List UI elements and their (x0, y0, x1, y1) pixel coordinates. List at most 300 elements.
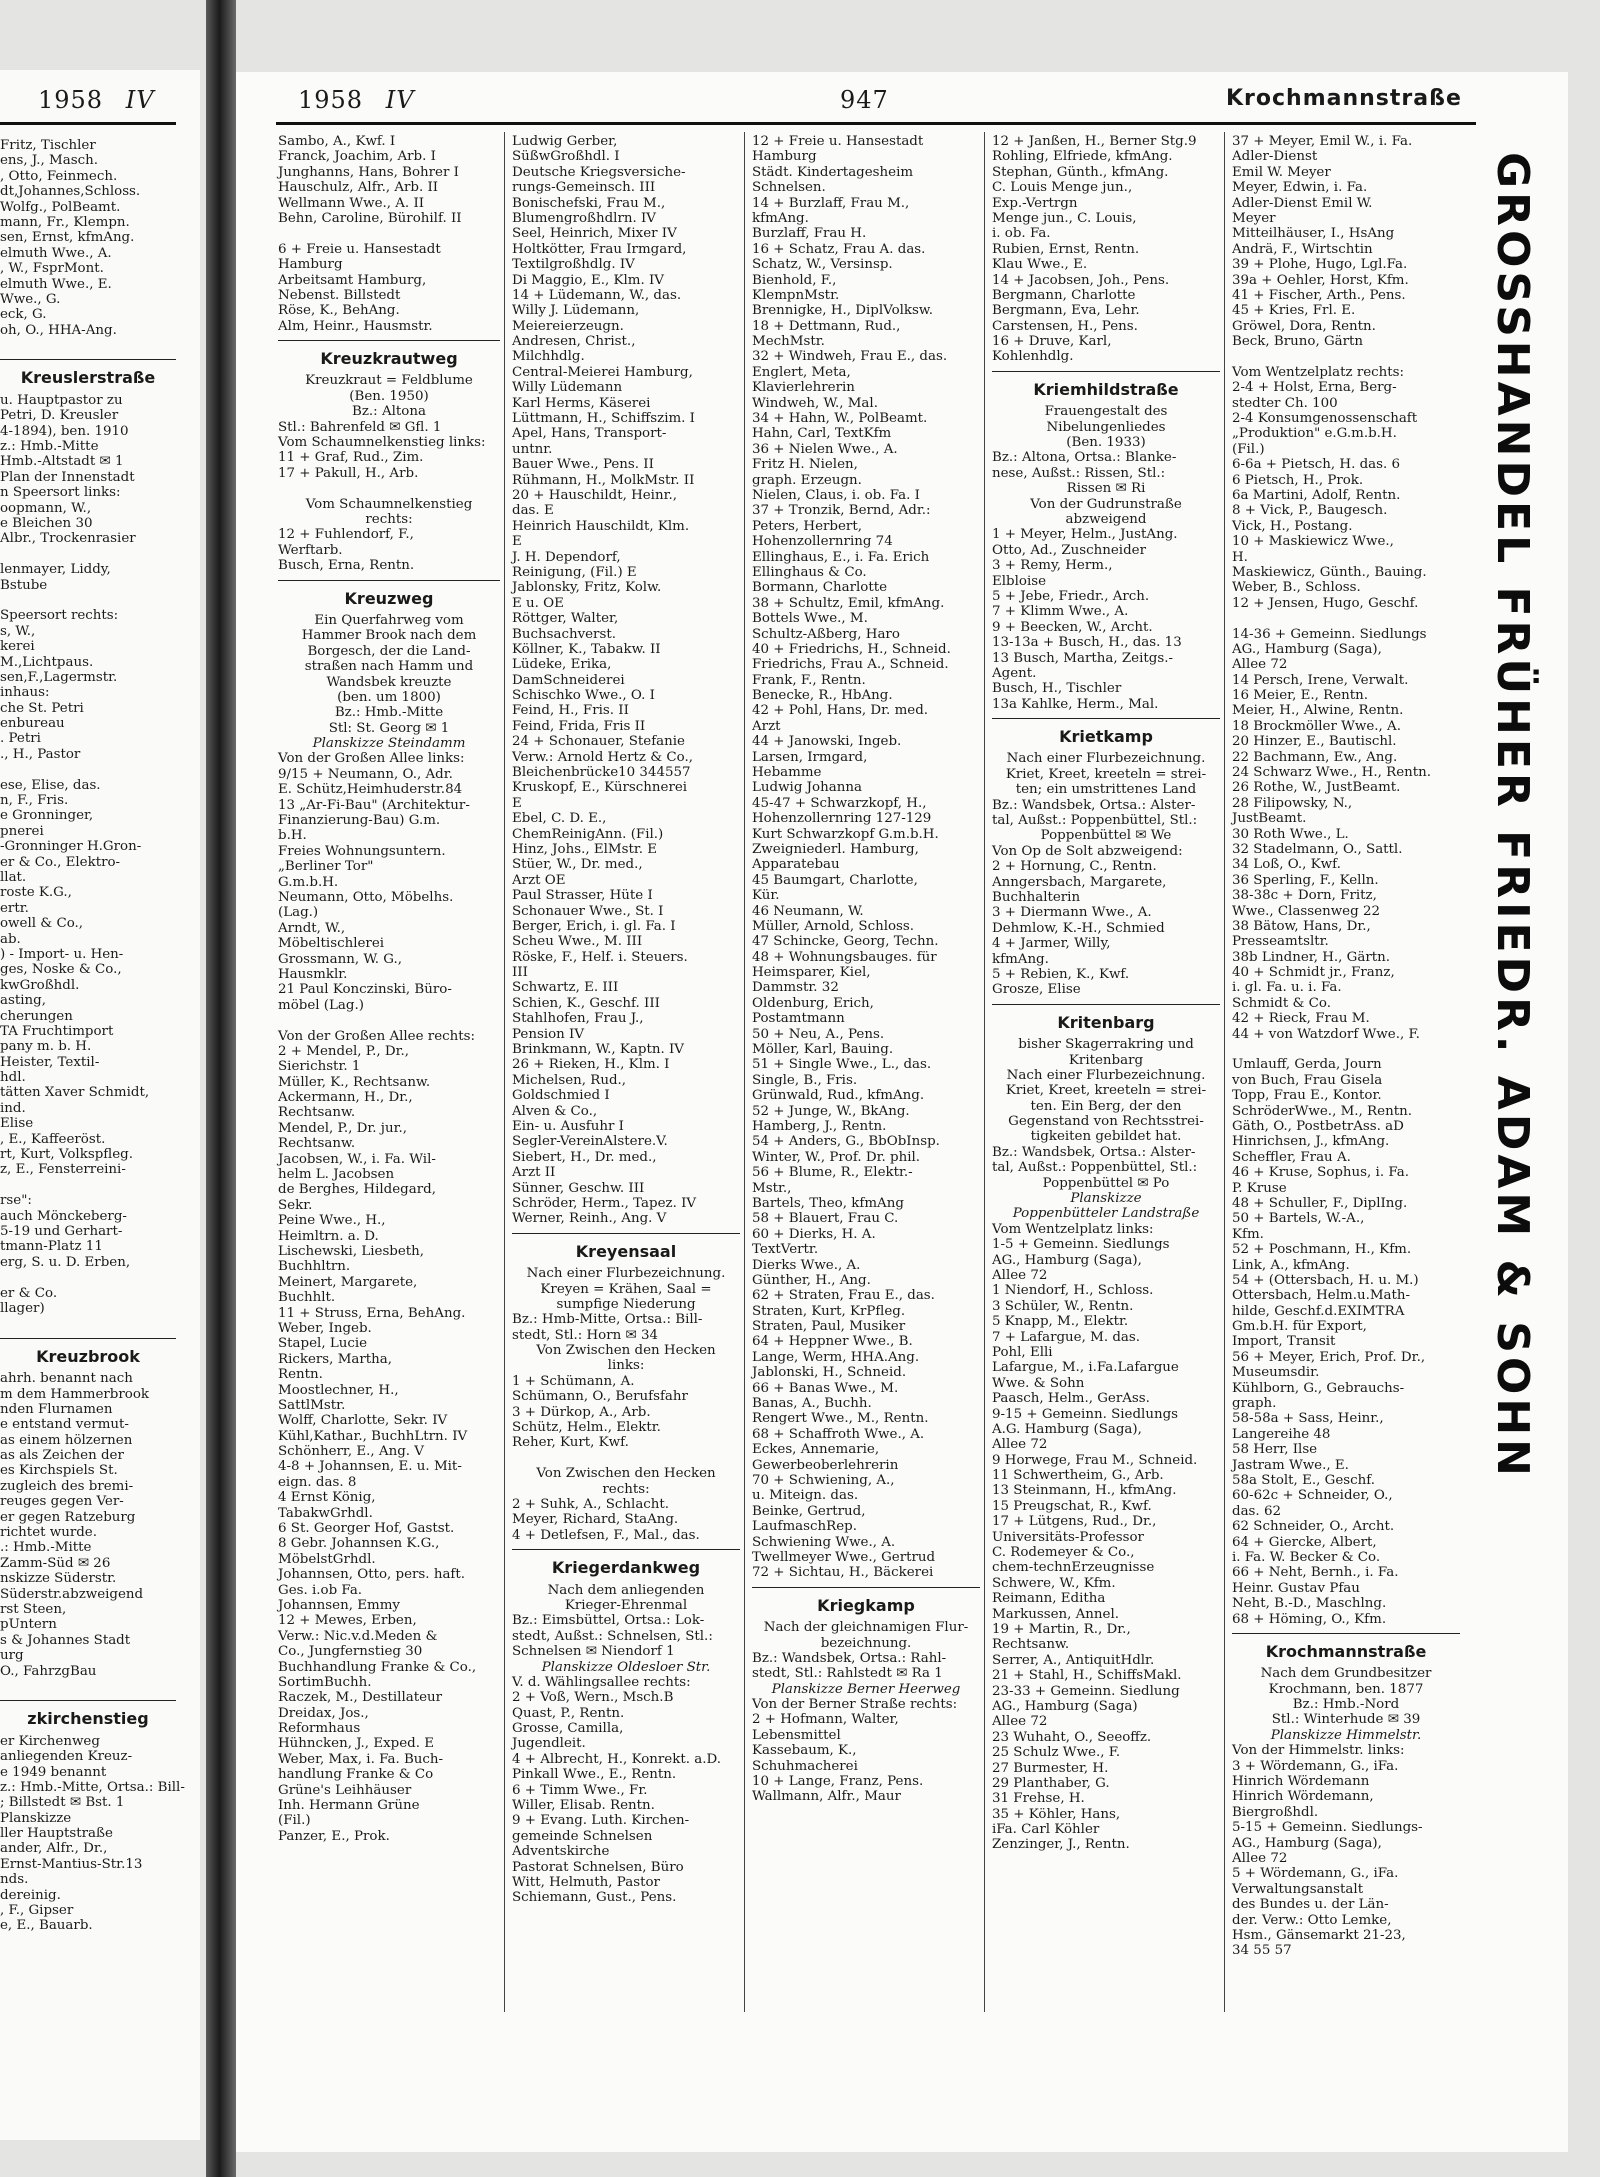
directory-entry: Exp.-Vertrgn (992, 195, 1078, 211)
directory-entry: Michelsen, Rud., (512, 1072, 627, 1088)
street-note: Kreyen = Krähen, Saal = (540, 1281, 712, 1297)
directory-entry: Di Maggio, E., Klm. IV (512, 272, 664, 288)
street-note: sumpfige Niederung (556, 1296, 696, 1312)
directory-entry: KlempnMstr. (752, 287, 840, 303)
directory-entry: stedt, Stl.: Rahlstedt ✉ Ra 1 (752, 1666, 943, 1682)
directory-entry: ) - Import- u. Hen- (0, 946, 124, 962)
directory-entry: Ellinghaus & Co. (752, 564, 867, 580)
directory-entry: 26 Rothe, W., JustBeamt. (1232, 780, 1401, 796)
directory-entry: e entstand vermut- (0, 1417, 129, 1433)
directory-entry: Adler-Dienst Emil W. (1232, 195, 1373, 211)
directory-entry: enbureau (0, 716, 65, 732)
directory-entry: 9 + Beecken, W., Archt. (992, 619, 1153, 635)
directory-entry: Kfm. (1232, 1226, 1264, 1242)
street-note: Kriet, Kreet, kreeteln = strei- (1005, 1083, 1207, 1099)
directory-entry: Günther, H., Ang. (752, 1272, 871, 1288)
directory-entry: Hinz, Johs., ElMstr. E (512, 841, 658, 857)
directory-entry: SchröderWwe., M., Rentn. (1232, 1103, 1412, 1119)
directory-entry: Plan der Innenstadt (0, 469, 135, 485)
directory-entry: Jacobsen, W., i. Fa. Wil- (278, 1151, 436, 1167)
directory-entry: tal, Außst.: Poppenbüttel, Stl.: (992, 1160, 1198, 1176)
directory-entry: oh, O., HHA-Ang. (0, 322, 117, 338)
directory-entry: AG., Hamburg (Saga), (1232, 1835, 1382, 1851)
directory-entry: Verw.: Arnold Hertz & Co., (512, 749, 693, 765)
directory-entry: m dem Hammerbrook (0, 1386, 149, 1402)
directory-entry: Umlauff, Gerda, Journ (1232, 1057, 1382, 1073)
directory-entry: MechMstr. (752, 334, 825, 350)
directory-entry: Ebel, C. D. E., (512, 811, 607, 827)
directory-entry: 48 + Wohnungsbauges. für (752, 949, 937, 965)
directory-entry: Bottels Wwe., M. (752, 611, 868, 627)
directory-entry: 54 + (Ottersbach, H. u. M.) (1232, 1272, 1419, 1288)
directory-entry: Von der Berner Straße rechts: (752, 1697, 958, 1713)
directory-entry: Apparatebau (752, 857, 840, 873)
directory-entry: Bauer Wwe., Pens. II (512, 457, 654, 473)
directory-entry: as als Zeichen der (0, 1448, 124, 1464)
directory-entry: Bz.: Altona, Ortsa.: Blanke- (992, 450, 1177, 466)
directory-entry (0, 1679, 176, 1694)
directory-entry: Weber, B., Schloss. (1232, 580, 1361, 596)
directory-entry: 16 + Schatz, Frau A. das. (752, 241, 926, 257)
directory-entry: 17 + Lütgens, Rud., Dr., (992, 1514, 1157, 1530)
directory-entry: 45-47 + Schwarzkopf, H., (752, 795, 927, 811)
directory-entry: tal, Außst.: Poppenbüttel, Stl.: (992, 813, 1198, 829)
directory-entry: 2-4 + Holst, Erna, Berg- (1232, 380, 1397, 396)
directory-entry: Siebert, H., Dr. med., (512, 1149, 657, 1165)
directory-entry: 51 + Single Wwe., L., das. (752, 1057, 932, 1073)
directory-entry: 20 Hinzer, E., Bautischl. (1232, 734, 1397, 750)
directory-entry: stedt, Außst.: Schnelsen, Stl.: (512, 1628, 713, 1644)
directory-entry: anliegenden Kreuz- (0, 1749, 133, 1765)
directory-entry: Universitäts-Professor (992, 1529, 1144, 1545)
directory-entry: Hohenzollernring 74 (752, 534, 893, 550)
directory-entry: Planskizze (0, 1810, 72, 1826)
directory-entry: ind. (0, 1100, 26, 1116)
directory-entry: Winter, W., Prof. Dr. phil. (752, 1149, 921, 1165)
directory-entry: 50 + Neu, A., Pens. (752, 1026, 885, 1042)
directory-entry: Grosze, Elise (992, 982, 1081, 998)
directory-entry: 6 St. Georger Hof, Gastst. (278, 1521, 455, 1537)
directory-entry: 29 Planthaber, G. (992, 1775, 1110, 1791)
directory-entry: Möller, Karl, Bauing. (752, 1042, 894, 1058)
street-note: bezeichnung. (820, 1635, 912, 1651)
directory-entry: Zweigniederl. Hamburg, (752, 841, 919, 857)
directory-entry: Feind, H., Fris. II (512, 703, 629, 719)
directory-entry: Rengert Wwe., M., Rentn. (752, 1411, 929, 1427)
directory-entry: 68 + Höming, O., Kfm. (1232, 1611, 1387, 1627)
directory-entry: TextVertr. (752, 1242, 819, 1258)
directory-entry: Rühmann, H., MolkMstr. II (512, 472, 695, 488)
directory-entry: Franck, Joachim, Arb. I (278, 149, 436, 165)
directory-entry: 4 + Detlefsen, F., Mal., das. (512, 1527, 700, 1543)
directory-entry: Rohling, Elfriede, kfmAng. (992, 149, 1173, 165)
directory-entry: C. Louis Menge jun., (992, 180, 1133, 196)
left-page-header (38, 86, 155, 114)
directory-entry: -Gronninger H.Gron- (0, 839, 142, 855)
directory-entry: nds. (0, 1872, 29, 1888)
directory-entry: Lebensmittel (752, 1727, 841, 1743)
directory-entry: Gm.b.H. für Export, (1232, 1319, 1367, 1335)
directory-entry: Alm, Heinr., Hausmstr. (278, 318, 433, 334)
directory-entry: Museumsdir. (1232, 1365, 1320, 1381)
street-note: (Ben. 1950) (349, 388, 429, 404)
directory-entry: Willy Lüdemann (512, 380, 623, 396)
street-note: Bz.: Altona (352, 404, 426, 420)
directory-entry: , Otto, Feinmech. (0, 168, 118, 184)
directory-entry: Bienhold, F., (752, 272, 837, 288)
street-note: Nach einer Flurbezeichnung. (1006, 751, 1206, 767)
directory-entry: Grossmann, W. G., (278, 951, 403, 967)
directory-entry: Karl Herms, Käserei (512, 395, 651, 411)
street-note: rechts: (602, 1481, 650, 1497)
directory-entry: AG., Hamburg (Saga), (1232, 641, 1382, 657)
directory-entry: 14 Persch, Irene, Verwalt. (1232, 672, 1409, 688)
directory-entry: 12 + Janßen, H., Berner Stg.9 (992, 134, 1197, 149)
directory-entry: er & Co., Elektro- (0, 854, 121, 870)
street-note: bisher Skagerrakring und (1018, 1037, 1194, 1053)
directory-entry: Allee 72 (992, 1714, 1048, 1730)
street-note: (ben. um 1800) (337, 689, 441, 705)
directory-entry: 46 Neumann, W. (752, 903, 864, 919)
directory-entry: 56 + Blume, R., Elektr.- (752, 1165, 913, 1181)
directory-entry: Hauschulz, Alfr., Arb. II (278, 180, 439, 196)
directory-entry: Schmidt & Co. (1232, 995, 1331, 1011)
directory-entry: Sambo, A., Kwf. I (278, 134, 396, 149)
directory-entry: Lüdeke, Erika, (512, 657, 612, 673)
directory-entry: Rickers, Martha, (278, 1351, 393, 1367)
directory-entry: 45 Baumgart, Charlotte, (752, 872, 918, 888)
directory-entry: Verwaltungsanstalt (1232, 1881, 1364, 1897)
directory-entry: 5 + Jebe, Friedr., Arch. (992, 588, 1150, 604)
right-page (236, 72, 1568, 2152)
directory-entry: 6a Martini, Adolf, Rentn. (1232, 487, 1401, 503)
directory-entry: Markussen, Annel. (992, 1606, 1120, 1622)
directory-entry: 47 Schincke, Georg, Techn. (752, 934, 939, 950)
directory-entry: 24 + Schonauer, Stefanie (512, 734, 685, 750)
directory-entry: 37 + Meyer, Emil W., i. Fa. (1232, 134, 1413, 149)
directory-entry: e, E., Bauarb. (0, 1918, 93, 1934)
directory-column-1 (278, 134, 500, 1844)
street-heading: Kritenbarg (992, 1004, 1220, 1037)
directory-entry: Vom Schaumnelkenstieg links: (278, 435, 486, 451)
directory-entry: Bz.: Wandsbek, Ortsa.: Alster- (992, 1144, 1196, 1160)
street-note: abzweigend (1065, 512, 1147, 527)
directory-entry: Twellmeyer Wwe., Gertrud (752, 1549, 936, 1565)
directory-entry: 1 Niendorf, H., Schloss. (992, 1283, 1154, 1299)
directory-entry: asting, (0, 993, 46, 1009)
directory-entry: Kurt Schwarzkopf G.m.b.H. (752, 826, 939, 842)
directory-entry: tmann-Platz 11 (0, 1239, 103, 1255)
directory-entry: ese, Elise, das. (0, 777, 101, 793)
directory-entry: Serrer, A., AntiquitHdlr. (992, 1652, 1155, 1668)
directory-entry: iFa. Carl Köhler (992, 1822, 1100, 1838)
directory-entry: Deutsche Kriegsversiche- (512, 164, 686, 180)
plan-reference: Poppenbütteler Landstraße (1012, 1206, 1200, 1222)
directory-entry: n Speersort links: (0, 485, 121, 501)
street-note: Kreuzkraut = Feldblume (305, 373, 473, 389)
directory-entry: Allee 72 (992, 1268, 1048, 1283)
directory-entry: Rentn. (278, 1367, 323, 1383)
directory-entry: che St. Petri (0, 700, 84, 716)
directory-entry: Peine Wwe., H., (278, 1213, 386, 1229)
directory-entry: Stapel, Lucie (278, 1336, 368, 1352)
street-note: Stl.: Winterhude ✉ 39 (1271, 1712, 1421, 1728)
directory-entry: Single, B., Fris. (752, 1072, 858, 1088)
directory-entry: Meiereierzeugn. (512, 318, 624, 334)
directory-entry: Gäth, O., PostbetrAss. aD (1232, 1119, 1404, 1134)
directory-entry: 25 Schulz Wwe., F. (992, 1745, 1121, 1761)
column-rule (504, 132, 505, 2012)
street-note: Wandsbek kreuzte (326, 674, 452, 690)
directory-entry: Schatz, W., Versinsp. (752, 257, 893, 273)
directory-entry: 38 + Schultz, Emil, kfmAng. (752, 595, 945, 611)
street-note: ten. Ein Berg, der den (1030, 1098, 1182, 1114)
directory-entry: Schiemann, Gust., Pens. (512, 1890, 677, 1906)
directory-entry: Eckes, Annemarie, (752, 1442, 880, 1458)
directory-entry: möbel (Lag.) (278, 997, 364, 1013)
directory-entry: Süderstr.abzweigend (0, 1586, 144, 1602)
directory-entry: AG., Hamburg (Saga), (992, 1252, 1142, 1268)
directory-entry: Johannsen, Otto, pers. haft. (278, 1567, 466, 1583)
directory-entry: Adventskirche (512, 1844, 610, 1860)
directory-entry: 7 + Lafargue, M. das. (992, 1329, 1141, 1345)
directory-entry: Banas, A., Buchh. (752, 1396, 872, 1412)
directory-entry: Carstensen, H., Pens. (992, 318, 1138, 334)
directory-entry: Hühncken, J., Exped. E (278, 1736, 435, 1752)
directory-entry: Scheu Wwe., M. III (512, 934, 643, 950)
directory-entry: rungs-Gemeinsch. III (512, 180, 656, 196)
directory-entry: Junghanns, Hans, Bohrer I (278, 164, 459, 180)
directory-entry: Reinigung, (Fil.) E (512, 564, 637, 580)
directory-entry: Schien, K., Geschf. III (512, 995, 660, 1011)
directory-entry: helm L. Jacobsen (278, 1167, 395, 1183)
directory-entry: von Buch, Frau Gisela (1232, 1072, 1383, 1088)
directory-entry: 70 + Schwiening, A., (752, 1472, 895, 1488)
directory-entry: 44 + von Watzdorf Wwe., F. (1232, 1026, 1420, 1042)
street-heading: Krietkamp (992, 718, 1220, 751)
directory-entry: 27 Burmester, H. (992, 1760, 1109, 1776)
plan-reference: Planskizze Himmelstr. (1270, 1727, 1422, 1743)
directory-entry: Anngersbach, Margarete, (992, 874, 1167, 890)
directory-entry: Ludwig Johanna (752, 780, 862, 796)
directory-entry: Beinke, Gertrud, (752, 1503, 866, 1519)
directory-entry: elmuth Wwe., A. (0, 245, 112, 261)
directory-entry: TabakwGrhdl. (278, 1505, 373, 1521)
directory-entry: 8 Gebr. Johannsen K.G., (278, 1536, 440, 1552)
directory-entry: z.: Hmb.-Mitte, Ortsa.: Bill- (0, 1779, 185, 1795)
directory-entry (0, 593, 176, 608)
directory-entry: Albr., Trockenrasier (0, 531, 136, 547)
directory-entry: Jablonsky, Fritz, Kolw. (512, 580, 662, 596)
directory-entry: pUntern (0, 1617, 57, 1633)
directory-entry: Verw.: Nic.v.d.Meden & (278, 1628, 438, 1644)
street-note: Nach der gleichnamigen Flur- (763, 1620, 969, 1636)
directory-entry: Schönherr, E., Ang. V (278, 1444, 424, 1460)
directory-entry: graph. (1232, 1396, 1277, 1412)
directory-entry: Ein- u. Ausfuhr I (512, 1119, 624, 1134)
directory-entry: Meinert, Margarete, (278, 1274, 418, 1290)
directory-entry: 21 + Stahl, H., SchiffsMakl. (992, 1668, 1182, 1684)
directory-entry: 5-15 + Gemeinn. Siedlungs- (1232, 1820, 1423, 1836)
directory-entry: Jugendleit. (512, 1736, 586, 1752)
directory-entry: 38 Bätow, Hans, Dr., (1232, 918, 1371, 934)
directory-entry (0, 338, 176, 353)
directory-entry: Bleichenbrücke10 344557 (512, 765, 691, 781)
street-note: Von Zwischen den Hecken (536, 1466, 716, 1482)
directory-entry: Hahn, Carl, TextKfm (752, 426, 892, 442)
directory-entry: 2 + Hornung, C., Rentn. (992, 859, 1157, 875)
directory-entry: untnr. (512, 441, 553, 457)
street-note: Nibelungenliedes (1046, 419, 1166, 435)
directory-entry: Ottersbach, Helm.u.Math- (1232, 1288, 1411, 1304)
street-note: Kritenbarg (1068, 1052, 1144, 1068)
directory-entry: mann, Fr., Klempn. (0, 214, 130, 230)
directory-entry: 6 + Freie u. Hansestadt (278, 241, 441, 257)
directory-entry: Köllner, K., Tabakw. II (512, 641, 661, 657)
directory-entry: Allee 72 (1232, 657, 1288, 673)
directory-entry: Buchhlt. (278, 1290, 336, 1306)
directory-entry: Hebamme (752, 765, 822, 781)
directory-entry: Apel, Hans, Transport- (512, 426, 667, 442)
directory-entry: 60-62c + Schneider, O., (1232, 1488, 1393, 1504)
left-header-rule (0, 122, 176, 125)
directory-entry: chem-technErzeugnisse (992, 1560, 1155, 1576)
directory-entry: 13-13a + Busch, H., das. 13 (992, 635, 1182, 651)
directory-entry: e 1949 benannt (0, 1764, 107, 1780)
directory-entry: Bz.: Wandsbek, Ortsa.: Alster- (992, 797, 1196, 813)
directory-entry: Sünner, Geschw. III (512, 1180, 645, 1196)
directory-entry: 12 + Freie u. Hansestadt (752, 134, 924, 149)
directory-entry: inhaus: (0, 685, 50, 701)
street-note: Ein Querfahrweg vom (314, 612, 464, 628)
right-volume: IV (385, 86, 415, 114)
directory-entry: Witt, Helmuth, Pastor (512, 1875, 660, 1890)
directory-entry: Ges. i.ob Fa. (278, 1582, 363, 1598)
plan-reference: Planskizze (1070, 1191, 1142, 1207)
directory-entry (0, 547, 176, 562)
directory-entry: 36 + Nielen Wwe., A. (752, 441, 898, 457)
directory-entry: E (512, 534, 522, 550)
directory-entry (1232, 1042, 1460, 1057)
directory-entry: 64 + Heppner Wwe., B. (752, 1334, 913, 1350)
directory-entry: Kühl,Kathar., BuchhLtrn. IV (278, 1428, 468, 1444)
directory-entry: 13 Steinmann, H., kfmAng. (992, 1483, 1177, 1499)
directory-entry: 5 Knapp, M., Elektr. (992, 1314, 1129, 1330)
directory-entry: Brennigke, H., DiplVolksw. (752, 303, 934, 319)
directory-entry: 45 + Kries, Frl. E. (1232, 303, 1356, 319)
street-note: Gegenstand von Rechtsstrei- (1008, 1114, 1204, 1130)
directory-entry: Röske, F., Helf. i. Steuers. (512, 949, 688, 965)
directory-entry: Meyer (1232, 210, 1276, 226)
directory-entry: urg (0, 1648, 24, 1664)
directory-entry: Kür. (752, 888, 780, 904)
directory-entry: Finanzierung-Bau) G.m. (278, 813, 441, 829)
directory-entry: Allee 72 (992, 1437, 1048, 1453)
directory-entry: 14 + Lüdemann, W., das. (512, 287, 682, 303)
directory-entry: Hamburg (752, 149, 817, 165)
directory-entry: rt, Kurt, Volkspfleg. (0, 1147, 133, 1163)
directory-entry: Ernst-Mantius-Str.13 (0, 1856, 143, 1872)
margin-stamp-text: GROSSHANDEL FRÜHER FRIEDR. ADAM & SOHN (1487, 152, 1538, 1480)
directory-entry: (Fil.) (278, 1813, 311, 1829)
directory-entry: Bonischefski, Frau M., (512, 195, 666, 211)
directory-entry: 62 Schneider, O., Archt. (1232, 1519, 1395, 1535)
directory-entry: Schwartz, E. III (512, 980, 619, 996)
directory-entry: pany m. b. H. (0, 1039, 92, 1055)
directory-entry: 41 + Fischer, Arth., Pens. (1232, 287, 1406, 303)
directory-entry: Agent. (992, 665, 1037, 681)
directory-entry: as einem hölzernen (0, 1432, 133, 1448)
directory-entry: Burzlaff, Frau H. (752, 226, 867, 242)
directory-entry: E. Schütz,Heimhuderstr.84 (278, 782, 463, 798)
street-note: Hammer Brook nach dem (301, 628, 477, 644)
directory-entry: 1-5 + Gemeinn. Siedlungs (992, 1237, 1170, 1253)
directory-entry: III (512, 965, 528, 981)
directory-entry (278, 226, 500, 241)
directory-entry: Kassebaum, K., (752, 1743, 857, 1759)
directory-entry: Rechtsanw. (992, 1637, 1070, 1653)
directory-entry: kerei (0, 639, 35, 655)
directory-entry: Wallmann, Alfr., Maur (752, 1789, 901, 1805)
directory-entry: nden Flurnamen (0, 1401, 113, 1417)
street-heading: Kriemhildstraße (992, 371, 1220, 404)
right-year: 1958 (298, 86, 364, 114)
street-note: ten; ein umstrittenes Land (1015, 782, 1197, 798)
directory-entry: Vom Wentzelplatz rechts: (1232, 364, 1405, 380)
directory-entry: ens, J., Masch. (0, 153, 98, 169)
directory-entry: 14 + Burzlaff, Frau M., (752, 195, 910, 211)
directory-entry: llat. (0, 869, 27, 885)
directory-entry: Langereihe 48 (1232, 1426, 1331, 1442)
directory-entry: 54 + Anders, G., BbObInsp. (752, 1134, 940, 1150)
directory-entry: e Bleichen 30 (0, 516, 93, 531)
directory-entry: Meyer, Edwin, i. Fa. (1232, 180, 1368, 196)
directory-entry: Neht, B.-D., Maschlng. (1232, 1596, 1387, 1612)
directory-entry: 23 Wuhaht, O., Seeoffz. (992, 1729, 1152, 1745)
directory-entry: Heimsparer, Kiel, (752, 965, 871, 981)
directory-column-4 (992, 134, 1220, 1853)
directory-entry: er Kirchenweg (0, 1733, 100, 1749)
directory-entry: Hinrich Wördemann, (1232, 1789, 1374, 1805)
directory-entry: Elise (0, 1116, 34, 1132)
directory-entry (1232, 349, 1460, 364)
directory-entry: Schnelsen ✉ Niendorf 1 (512, 1644, 675, 1660)
directory-entry: stedter Ch. 100 (1232, 395, 1338, 411)
directory-entry: Arzt II (512, 1165, 556, 1181)
street-heading: Kreuzbrook (0, 1338, 176, 1371)
street-note: Kriet, Kreet, kreeteln = strei- (1005, 766, 1207, 782)
directory-entry: Weber, Max, i. Fa. Buch- (278, 1751, 444, 1767)
directory-entry: P. Kruse (1232, 1180, 1287, 1196)
directory-entry: J. H. Dependorf, (512, 549, 621, 565)
directory-entry: (Lag.) (278, 905, 319, 921)
directory-entry: Klavierlehrerin (752, 380, 855, 396)
directory-entry: handlung Franke & Co (278, 1767, 434, 1783)
directory-entry: Müller, K., Rechtsanw. (278, 1074, 431, 1090)
directory-entry: Bz.: Wandsbek, Ortsa.: Rahl- (752, 1650, 947, 1666)
street-note: tigkeiten gebildet hat. (1030, 1129, 1182, 1145)
left-year: 1958 (38, 86, 104, 114)
directory-entry: Dreidax, Jos., (278, 1705, 369, 1721)
left-volume: IV (125, 86, 155, 114)
directory-entry: „Berliner Tor" (278, 859, 374, 875)
directory-entry (0, 1270, 176, 1285)
directory-entry: 21 Paul Konczinski, Büro- (278, 982, 452, 998)
directory-entry: 12 + Fuhlendorf, F., (278, 527, 414, 543)
directory-entry: Stl.: Bahrenfeld ✉ Gfl. 1 (278, 419, 442, 435)
plan-reference: Planskizze Oldesloer Str. (541, 1659, 711, 1675)
directory-entry: Pohl, Elli (992, 1344, 1053, 1360)
